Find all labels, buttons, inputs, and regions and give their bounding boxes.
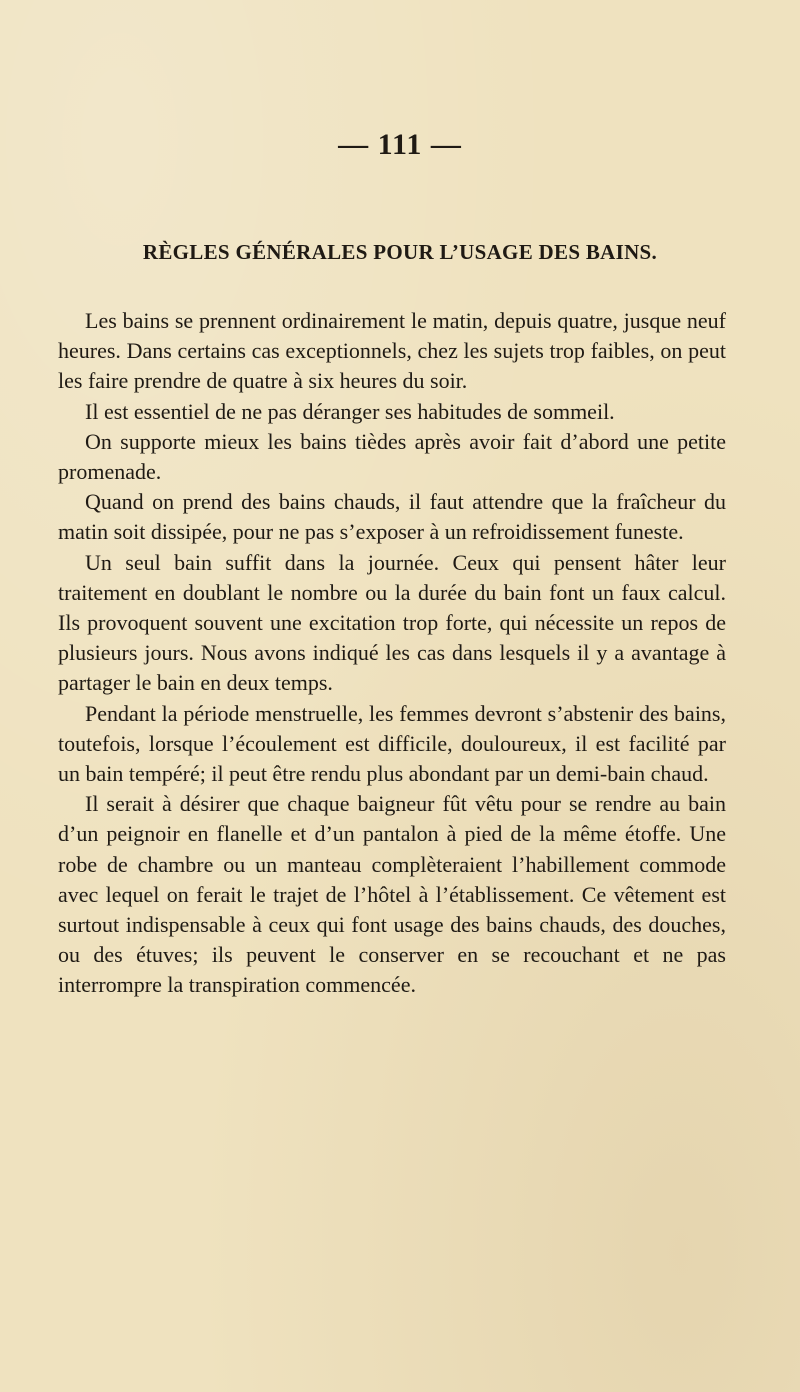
page-number: — 111 — bbox=[338, 128, 462, 161]
paragraph-2: Il est essentiel de ne pas déranger ses habitudes de sommeil. bbox=[85, 398, 615, 424]
paragraph-3: On supporte mieux les bains tièdes après avoir fait d’abord une petite promenade. bbox=[58, 428, 726, 485]
paragraph-1: Les bains se prennent ordinairement le matin, depuis quatre, jusque neuf heures. Dans certains cas exceptionnels, chez les sujets trop faibles, on peut les faire prendre de quatre à six heures du soir. bbox=[58, 308, 726, 394]
paragraph-7: Il serait à désirer que chaque baigneur fût vêtu pour se rendre au bain d’un peignoir en flanelle et d’un pantalon à pied de la même étoffe. Une robe de chambre ou un manteau complèteraient l’habillement commode avec lequel on ferait le trajet de l’hôtel à l’établissement. Ce vêtement est surtout indispensable à ceux qui font usage des bains chauds, des douches, ou des étuves; ils peuvent le conserver en se recouchant et ne pas interrompre la transpiration commencée. bbox=[58, 791, 726, 998]
paragraph-4: Quand on prend des bains chauds, il faut attendre que la fraîcheur du matin soit dissipée, pour ne pas s’exposer à un refroidissement funeste. bbox=[58, 489, 726, 545]
body-text bbox=[58, 306, 726, 1001]
paragraph-6: Pendant la période menstruelle, les femmes devront s’abstenir des bains, toutefois, lorsque l’écoulement est difficile, douloureux, il est facilité par un bain tempéré; il peut être rendu plus abondant par un demi-bain chaud. bbox=[58, 700, 726, 787]
section-heading: RÈGLES GÉNÉRALES POUR L’USAGE DES BAINS. bbox=[142, 240, 658, 264]
paragraph-5: Un seul bain suffit dans la journée. Ceux qui pensent hâter leur traitement en doublant le nombre ou la durée du bain font un faux calcul. Ils provoquent souvent une excitation trop forte, qui nécessite un repos de plusieurs jours. Nous avons indiqué les cas dans lesquels il y a avantage à partager le bain en deux temps. bbox=[58, 549, 726, 696]
